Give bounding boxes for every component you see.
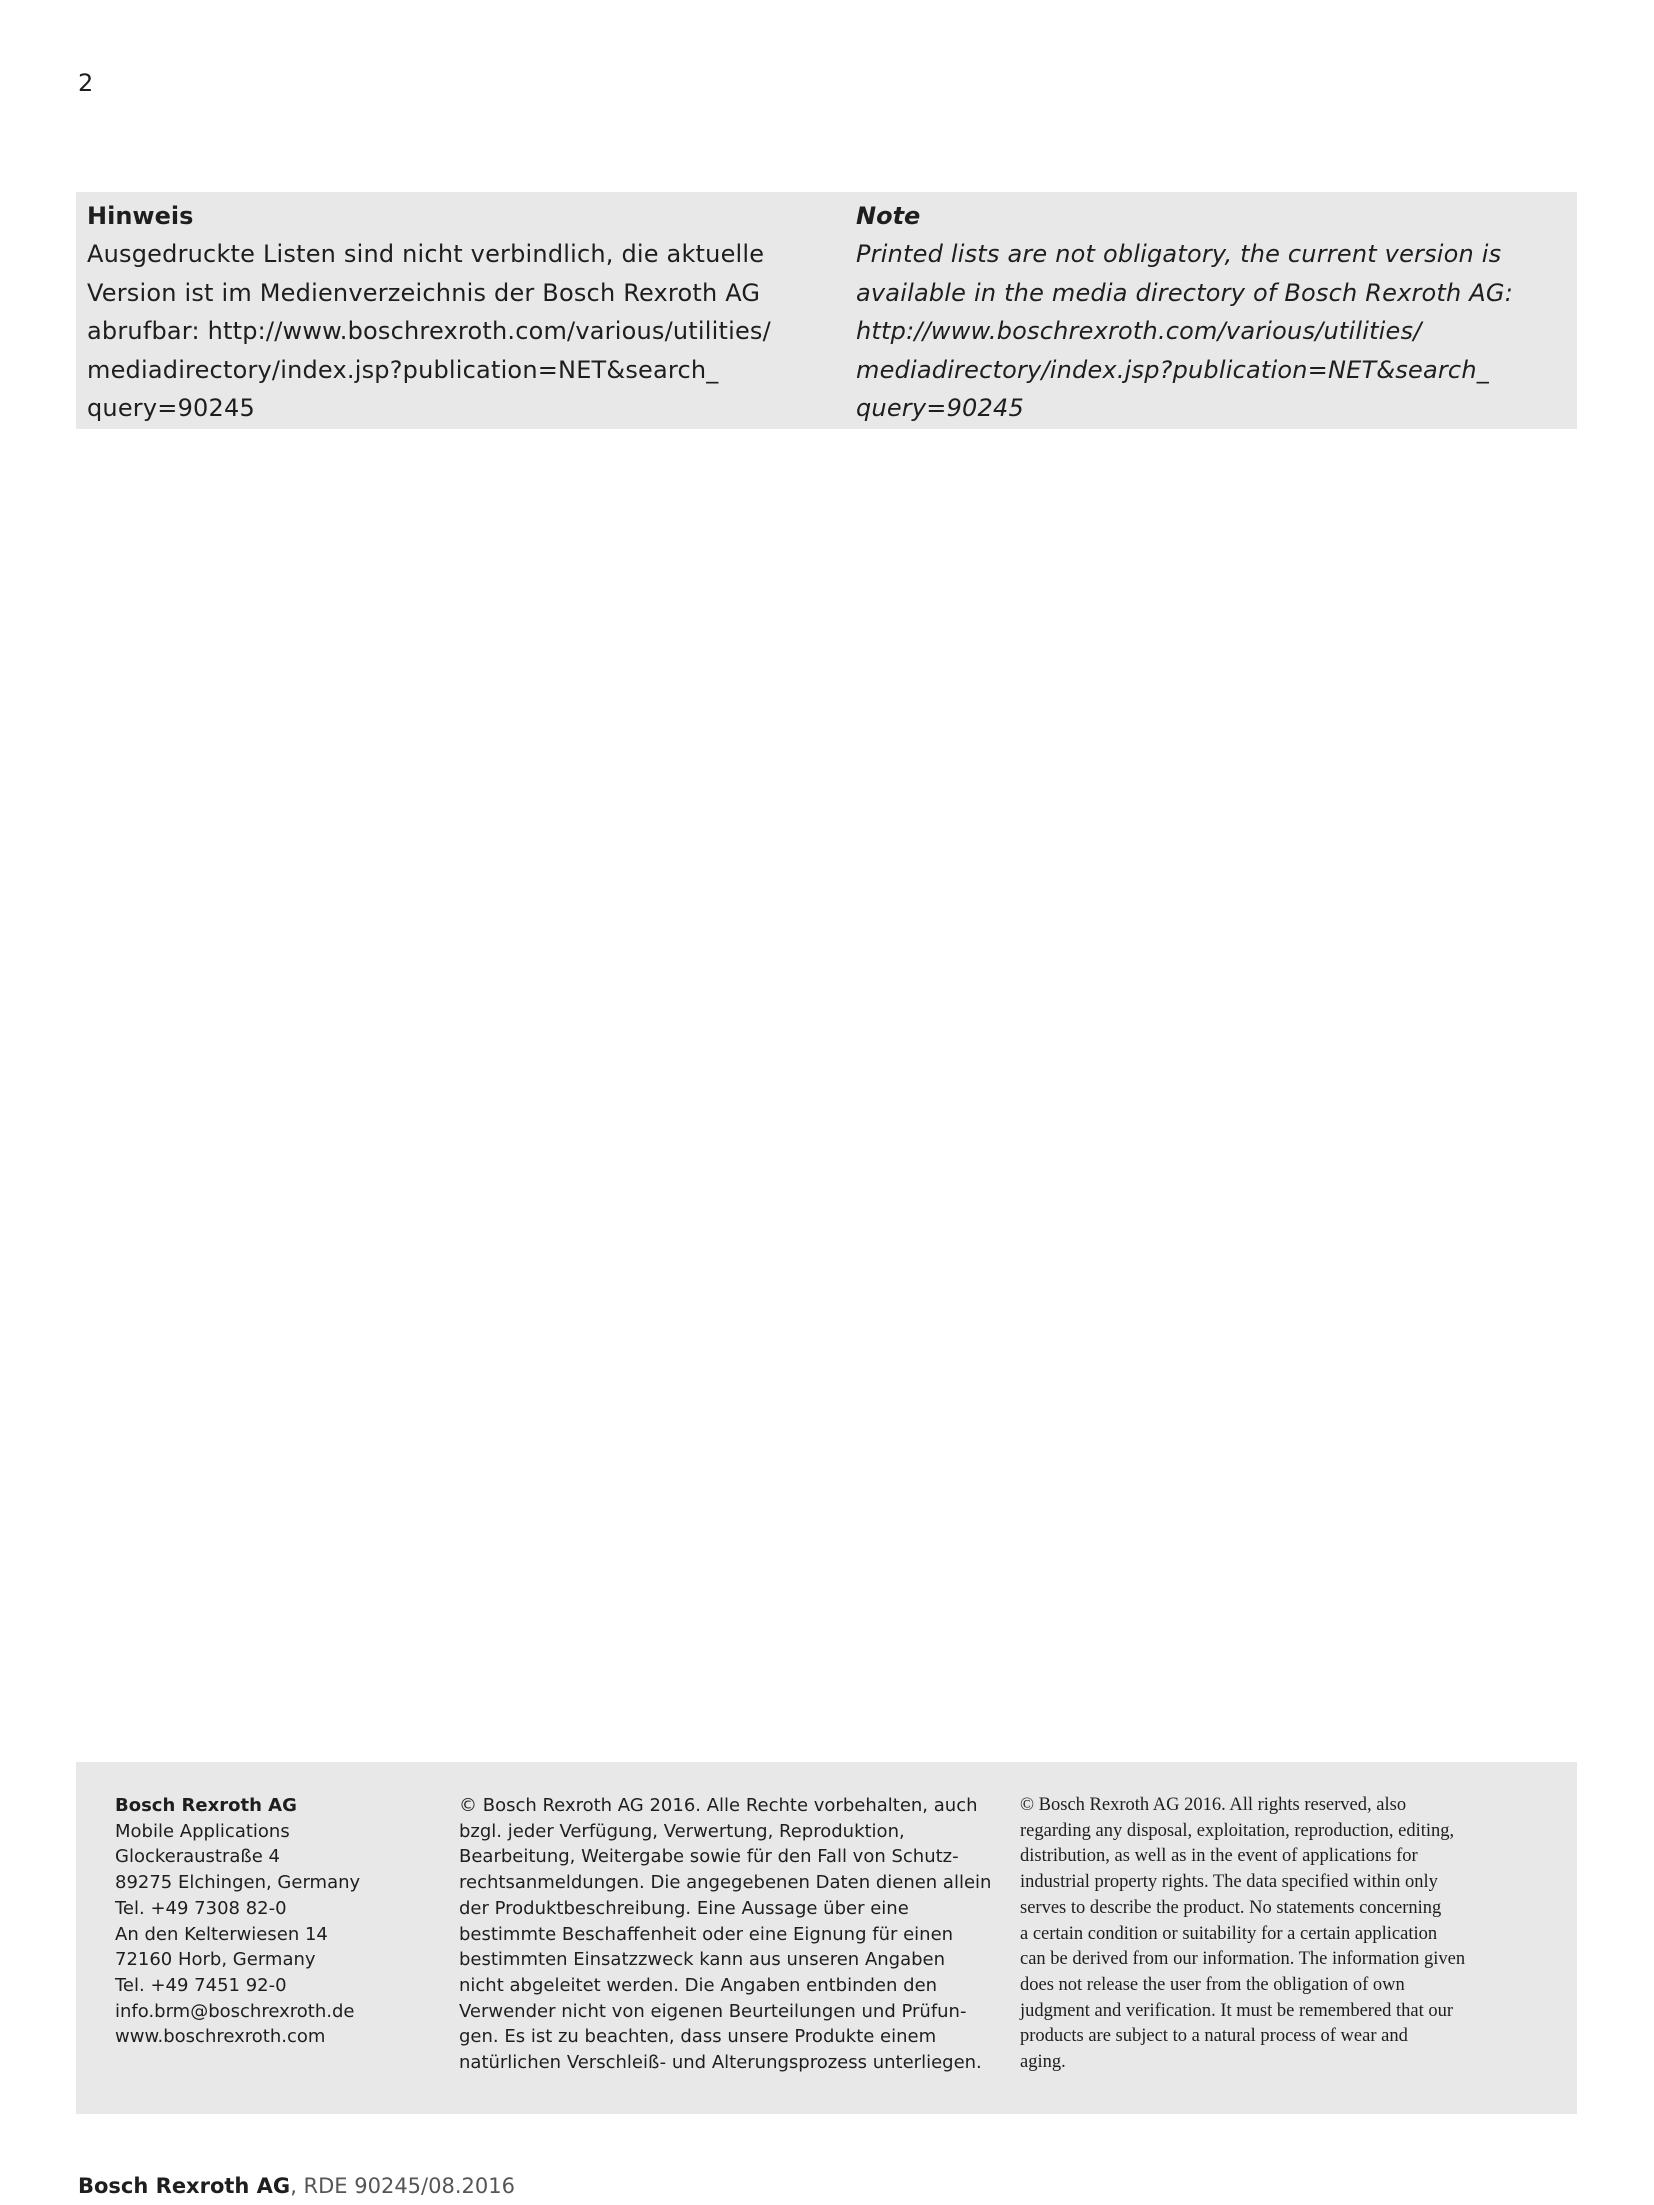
legal-line: does not release the user from the obligation of own (1020, 1974, 1405, 1995)
legal-line: © Bosch Rexroth AG 2016. All rights reserved, also (1020, 1795, 1407, 1815)
address-line: Tel. +49 7451 92-0 (115, 1974, 287, 1996)
legal-line: industrial property rights. The data specified within only (1020, 1872, 1438, 1893)
page-number: 2 (78, 69, 94, 97)
legal-line: © Bosch Rexroth AG 2016. Alle Rechte vorbehalten, auch (459, 1795, 978, 1816)
address-line: Tel. +49 7308 82-0 (115, 1897, 287, 1919)
note-line: http://www.boschrexroth.com/various/utilities/ (856, 317, 1422, 345)
legal-line: rechtsanmeldungen. Die angegebenen Daten dienen allein (459, 1872, 992, 1894)
legal-line: can be derived from our information. The information given (1020, 1949, 1466, 1970)
legal-line: a certain condition or suitability for a certain application (1020, 1923, 1438, 1944)
address-line: Glockeraustraße 4 (115, 1846, 281, 1868)
company-address (115, 1793, 360, 2050)
note-line: mediadirectory/index.jsp?publication=NET&search_ (87, 355, 719, 384)
legal-line: serves to describe the product. No statements concerning (1020, 1897, 1442, 1918)
legal-line: judgment and verification. It must be remembered that our (1020, 2000, 1454, 2021)
document-code: , RDE 90245/08.2016 (290, 2174, 515, 2198)
note-german (87, 197, 827, 428)
legal-line: bestimmte Beschaffenheit oder eine Eignung für einen (459, 1923, 954, 1945)
note-line: Ausgedruckte Listen sind nicht verbindlich, die aktuelle (87, 240, 765, 268)
note-line: query=90245 (87, 394, 255, 422)
note-box (76, 192, 1577, 429)
legal-line: products are subject to a natural process of wear and (1020, 2026, 1408, 2047)
legal-line: regarding any disposal, exploitation, reproduction, editing, (1020, 1820, 1455, 1841)
legal-line: Bearbeitung, Weitergabe sowie für den Fall von Schutz- (459, 1846, 959, 1868)
email-address: info.brm@boschrexroth.de (115, 2000, 355, 2022)
legal-notice-english (1020, 1793, 1465, 2076)
address-line: 72160 Horb, Germany (115, 1949, 316, 1971)
legal-line: aging. (1020, 2052, 1066, 2073)
legal-line: distribution, as well as in the event of applications for (1020, 1846, 1418, 1867)
note-line: mediadirectory/index.jsp?publication=NET&search_ (856, 355, 1489, 384)
note-heading-german: Hinweis (87, 202, 194, 230)
brand-name: Bosch Rexroth AG (78, 2174, 291, 2198)
legal-line: bzgl. jeder Verfügung, Verwertung, Reproduktion, (459, 1820, 905, 1842)
legal-line: Verwender nicht von eigenen Beurteilungen und Prüfun- (459, 2000, 967, 2022)
legal-line: natürlichen Verschleiß- und Alterungsprozess unterliegen. (459, 2052, 982, 2074)
note-line: query=90245 (856, 394, 1024, 422)
note-line: Version ist im Medienverzeichnis der Bosch Rexroth AG (87, 278, 761, 307)
document-reference (78, 2173, 515, 2199)
address-line: Mobile Applications (115, 1820, 290, 1842)
legal-line: gen. Es ist zu beachten, dass unsere Produkte einem (459, 2026, 937, 2048)
footer-box (76, 1762, 1577, 2114)
note-line: available in the media directory of Bosch Rexroth AG: (856, 278, 1513, 307)
company-name: Bosch Rexroth AG (115, 1795, 297, 1816)
note-heading-english: Note (856, 202, 921, 230)
legal-line: nicht abgeleitet werden. Die Angaben entbinden den (459, 1974, 938, 1996)
legal-line: der Produktbeschreibung. Eine Aussage über eine (459, 1897, 909, 1919)
legal-line: bestimmten Einsatzzweck kann aus unseren Angaben (459, 1949, 946, 1971)
website-address: www.boschrexroth.com (115, 2026, 326, 2048)
address-line: An den Kelterwiesen 14 (115, 1923, 328, 1945)
note-line: abrufbar: http://www.boschrexroth.com/various/utilities/ (87, 317, 771, 345)
note-line: Printed lists are not obligatory, the current version is (856, 240, 1502, 268)
legal-notice-german (459, 1793, 991, 2076)
note-english (856, 197, 1596, 428)
address-line: 89275 Elchingen, Germany (115, 1872, 361, 1894)
